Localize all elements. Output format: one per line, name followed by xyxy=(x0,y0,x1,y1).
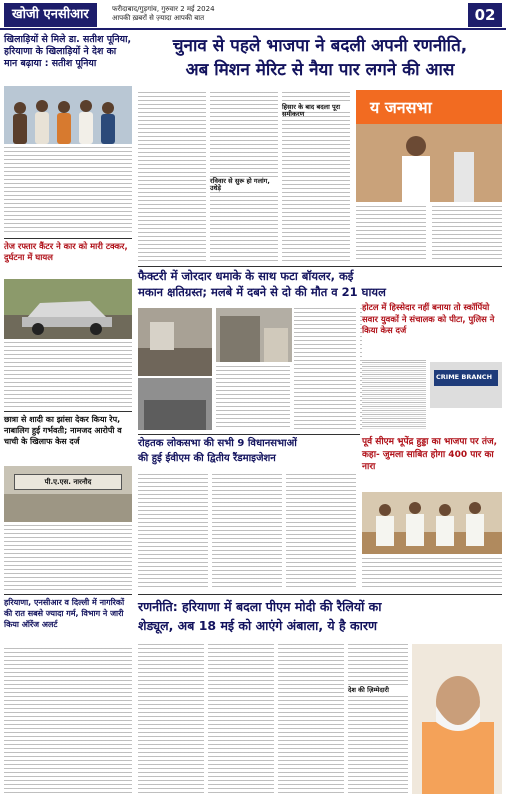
modi-body-2 xyxy=(208,644,274,794)
school-body xyxy=(4,525,132,591)
factory-photo-3 xyxy=(216,308,292,362)
rohtak-headline-line-1: रोहतक लोकसभा की सभी 9 विधानसभाओं xyxy=(138,438,297,449)
factory-photo-2 xyxy=(138,378,212,430)
hooda-headline xyxy=(362,436,502,490)
punia-photo xyxy=(4,86,132,144)
modi-subhead xyxy=(348,686,408,696)
divider xyxy=(4,411,132,412)
crime-branch-sign: CRIME BRANCH xyxy=(436,373,493,381)
masthead xyxy=(0,0,506,30)
lead-subhead-1 xyxy=(210,178,278,192)
dateline-date: फरीदाबाद/गुड़गांव, गुरुवार 2 मई 2024 xyxy=(112,5,215,13)
modi-body-4 xyxy=(348,644,408,794)
rally-body-1 xyxy=(356,206,426,260)
lead-subhead-2 xyxy=(282,103,350,118)
debris-photo xyxy=(138,308,212,376)
rally-banner-text: य जनसभा xyxy=(370,98,432,117)
divider xyxy=(138,434,360,435)
rally-photo xyxy=(356,90,502,202)
lead-headline-line-1: चुनाव से पहले भाजपा ने बदली अपनी रणनीति, xyxy=(172,36,468,56)
lead-subhead-1-text: रविवार से सुरू हो गलांग, उधेड़े xyxy=(210,177,270,192)
lead-headline xyxy=(138,34,502,86)
school-photo xyxy=(4,466,132,522)
modi-body-1 xyxy=(138,644,204,794)
lead-subhead-2-text: हिसार के बाद बदला पूरा समीकरण xyxy=(282,103,341,118)
factory-photo-1 xyxy=(138,308,212,376)
rohtak-headline-line-2: की हुई ईवीएम की द्वितीय रैंडमाइजेशन xyxy=(138,453,276,464)
truck-headline xyxy=(4,241,132,277)
dateline xyxy=(112,5,215,23)
school-sign: पी.ए.एस. नारनौद xyxy=(14,474,122,490)
ncr-headline-text: हरियाणा, एनसीआर व दिल्ली में नागरिकों की रात सबसे ज्यादा गर्म, विभाग ने जारी किया ऑरेंज अलर्ट xyxy=(4,598,125,629)
modi-portrait-photo xyxy=(412,644,502,794)
rohtak-body-2 xyxy=(212,474,282,590)
modi-headline-line-1: रणनीति: हरियाणा में बदला पीएम मोदी की रैलियों का xyxy=(138,599,382,614)
accident-photo xyxy=(4,279,132,339)
rohtak-headline xyxy=(138,436,360,470)
modi-photo xyxy=(412,644,502,794)
truck-body xyxy=(4,342,132,408)
punia-body xyxy=(4,147,132,235)
factory-headline-line-2: मकान क्षतिग्रस्त; मलबे में दबने से दो की मौत व 21 घायल xyxy=(138,285,386,299)
divider xyxy=(4,594,132,595)
rohtak-body-3 xyxy=(286,474,356,590)
modi-subhead-text: देश की ज़िम्मेदारी xyxy=(348,686,389,694)
lead-headline-line-2: अब मिशन मेरिट से नैया पार लगने की आस xyxy=(185,60,455,80)
rohtak-body-1 xyxy=(138,474,208,590)
lead-body-col-1 xyxy=(138,92,206,264)
newspaper-logo: खोजी एनसीआर xyxy=(4,3,97,27)
rally-body-2 xyxy=(432,206,502,260)
crime-branch-board-photo xyxy=(430,362,502,408)
modi-headline-line-2: शेड्यूल, अब 18 मई को आएंगे अंबाला, ये है कारण xyxy=(138,618,377,633)
hotel-headline-final xyxy=(362,302,502,360)
factory-headline-line-1: फैक्टरी में जोरदार धमाके के साथ फटा बॉयलर, कई xyxy=(138,269,354,283)
divider xyxy=(138,266,502,267)
modi-headline xyxy=(138,597,502,639)
damaged-building-photo xyxy=(216,308,292,362)
hooda-photo xyxy=(362,492,502,554)
ncr-headline xyxy=(4,597,132,645)
factory-headline xyxy=(138,268,502,302)
school-headline xyxy=(4,414,132,462)
modi-body-3 xyxy=(278,644,344,794)
hooda-headline-text: पूर्व सीएम भूपेंद्र हुड्डा का भाजपा पर तंज, कहा- जुमला साबित होगा 400 पार का नारा xyxy=(362,437,498,472)
school-building xyxy=(4,494,132,522)
punia-headline-text: खिलाड़ियों से मिले डा. सतीश पूनिया, हरियाणा के खिलाड़ियों ने देश का मान बढ़ाया : सतीश पूनिया xyxy=(4,34,132,69)
crashed-car-photo xyxy=(4,279,132,339)
crime-branch-photo xyxy=(430,362,502,408)
factory-body-1 xyxy=(216,366,290,430)
hotel-headline-text: होटल में हिस्सेदार नहीं बनाया तो स्कॉर्पियो सवार युवकों ने संचालक को पीटा, पुलिस ने किया केस दर्ज xyxy=(362,302,495,335)
group-people-photo xyxy=(4,86,132,144)
page-number: 02 xyxy=(468,3,502,27)
truck-headline-text: तेज रफ्तार कैंटर ने कार को मारी टक्कर, दुर्घटना में घायल xyxy=(4,241,128,262)
factory-body-2 xyxy=(294,308,356,430)
divider xyxy=(138,594,502,595)
dateline-tagline: आपकी ख़बरों से ज़्यादा आपकी बात xyxy=(112,14,205,22)
hotel-body xyxy=(362,362,426,430)
hooda-meeting-photo xyxy=(362,492,502,554)
divider xyxy=(4,238,132,239)
punia-headline xyxy=(4,34,132,84)
school-headline-text: छात्रा से शादी का झांसा देकर किया रेप, नाबालिग हुई गर्भवती; नामजद आरोपी व चाची के खिलाफ केस दर्ज xyxy=(4,415,122,446)
hooda-body xyxy=(362,558,502,590)
rubble-photo xyxy=(138,378,212,430)
ncr-body xyxy=(4,648,132,794)
